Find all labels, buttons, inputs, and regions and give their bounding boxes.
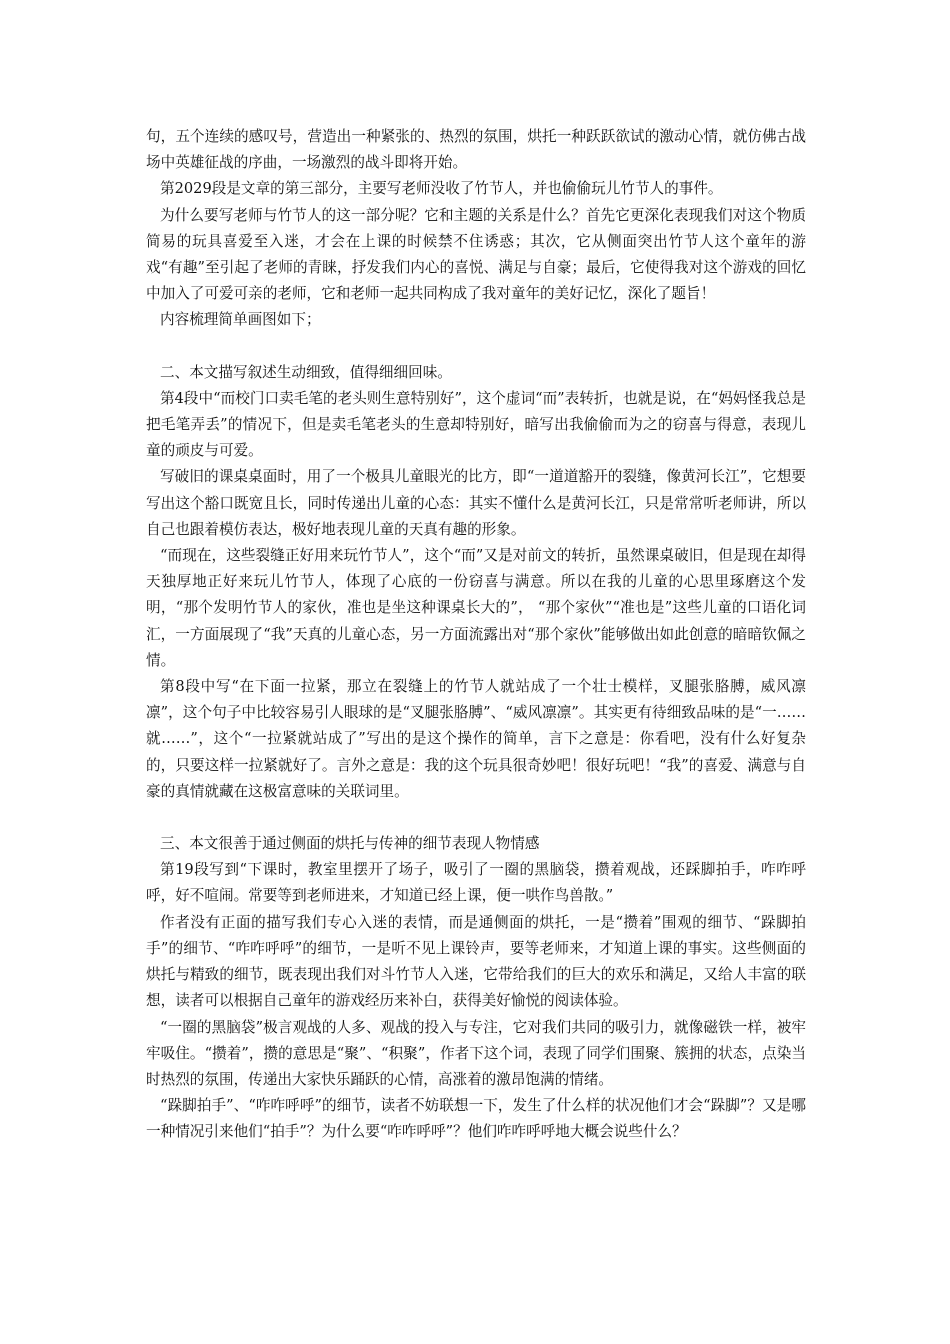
blank-line xyxy=(146,805,806,831)
paragraph-6: 写破旧的课桌桌面时，用了一个极具儿童眼光的比方，即“一道道豁开的裂缝，像黄河长江”，它想要写出这个豁口既宽且长，同时传递出儿童的心态：其实不懂什么是黄河长江，只是常常听老师讲，所以自己也跟着模仿表达，极好地表现儿童的天真有趣的形象。 xyxy=(146,468,806,538)
blank-line xyxy=(146,334,806,360)
paragraph-11: “一圈的黑脑袋”极言观战的人多、观战的投入与专注，它对我们共同的吸引力，就像磁铁一样，被牢牢吸住。“攒着”，攒的意思是“聚”、“积聚”，作者下这个词，表现了同学们围聚、簇拥的状态，点染当时热烈的氛围，传递出大家快乐踊跃的心情，高涨着的激昂饱满的情绪。 xyxy=(146,1018,806,1088)
paragraph-7: “而现在，这些裂缝正好用来玩竹节人”，这个“而”又是对前文的转折，虽然课桌破旧，但是现在却得天独厚地正好来玩儿竹节人，体现了心底的一份窃喜与满意。所以在我的儿童的心思里琢磨这个发明，“那个发明竹节人的家伙，准也是坐这种课桌长大的”， “那个家伙”“准也是”这些儿童的口语化词汇，一方面展现了“我”天真的儿童心态，另一方面流露出对“那个家伙”能够做出如此创意的暗暗钦佩之情。 xyxy=(146,547,806,669)
paragraph-4: 内容梳理简单画图如下； xyxy=(160,311,321,329)
paragraph-9: 第19段写到“下课时，教室里摆开了场子，吸引了一圈的黑脑袋，攒着观战，还踩脚拍手，咋咋呼呼，好不喧闹。常要等到老师进来，才知道已经上课，便一哄作鸟兽散。” xyxy=(146,861,806,905)
section-heading-3: 三、本文很善于通过侧面的烘托与传神的细节表现人物情感 xyxy=(160,835,540,853)
paragraph-3: 为什么要写老师与竹节人的这一部分呢？它和主题的关系是什么？首先它更深化表现我们对这个物质简易的玩具喜爱至入迷，才会在上课的时候禁不住诱惑；其次，它从侧面突出竹节人这个童年的游戏“有趣”至引起了老师的青睐，抒发我们内心的喜悦、满足与自豪；最后，它使得我对这个游戏的回忆中加入了可爱可亲的老师，它和老师一起共同构成了我对童年的美好记忆，深化了题旨！ xyxy=(146,206,806,303)
paragraph-8: 第8段中写“在下面一拉紧，那立在裂缝上的竹节人就站成了一个壮士模样，叉腿张胳膊，威风凛凛”，这个句子中比较容易引人眼球的是“叉腿张胳膊”、“威风凛凛”。其实更有待细致品味的是“一……就……”，这个“一拉紧就站成了”写出的是这个操作的简单，言下之意是：你看吧，没有什么好复杂的，只要这样一拉紧就好了。言外之意是：我的这个玩具很奇妙吧！很好玩吧！“我”的喜爱、满意与自豪的真情就藏在这极富意味的关联词里。 xyxy=(146,678,806,800)
paragraph-1: 句，五个连续的感叹号，营造出一种紧张的、热烈的氛围，烘托一种跃跃欲试的激动心情，就仿佛古战场中英雄征战的序曲，一场激烈的战斗即将开始。 xyxy=(146,128,806,172)
paragraph-5: 第4段中“而校门口卖毛笔的老头则生意特别好”，这个虚词“而”表转折，也就是说，在“妈妈怪我总是把毛笔弄丢”的情况下，但是卖毛笔老头的生意却特别好，暗写出我偷偷而为之的窃喜与得意，表现儿童的顽皮与可爱。 xyxy=(146,389,806,460)
paragraph-12: “跺脚拍手”、“咋咋呼呼”的细节，读者不妨联想一下，发生了什么样的状况他们才会“跺脚”？又是哪一种情况引来他们“拍手”？为什么要“咋咋呼呼”？他们咋咋呼呼地大概会说些什么？ xyxy=(146,1097,806,1141)
section-heading-2: 二、本文描写叙述生动细致，值得细细回味。 xyxy=(160,363,452,381)
paragraph-10: 作者没有正面的描写我们专心入迷的表情，而是通侧面的烘托，一是“攒着”围观的细节、“跺脚拍手”的细节、“咋咋呼呼”的细节，一是听不见上课铃声，要等老师来，才知道上课的事实。这些侧面的烘托与精致的细节，既表现出我们对斗竹节人入迷，它带给我们的巨大的欢乐和满足，又给人丰富的联想，读者可以根据自己童年的游戏经历来补白，获得美好愉悦的阅读体验。 xyxy=(146,913,806,1010)
paragraph-2: 第2029段是文章的第三部分，主要写老师没收了竹节人，并也偷偷玩儿竹节人的事件。 xyxy=(160,180,723,198)
document-page xyxy=(146,124,806,1146)
